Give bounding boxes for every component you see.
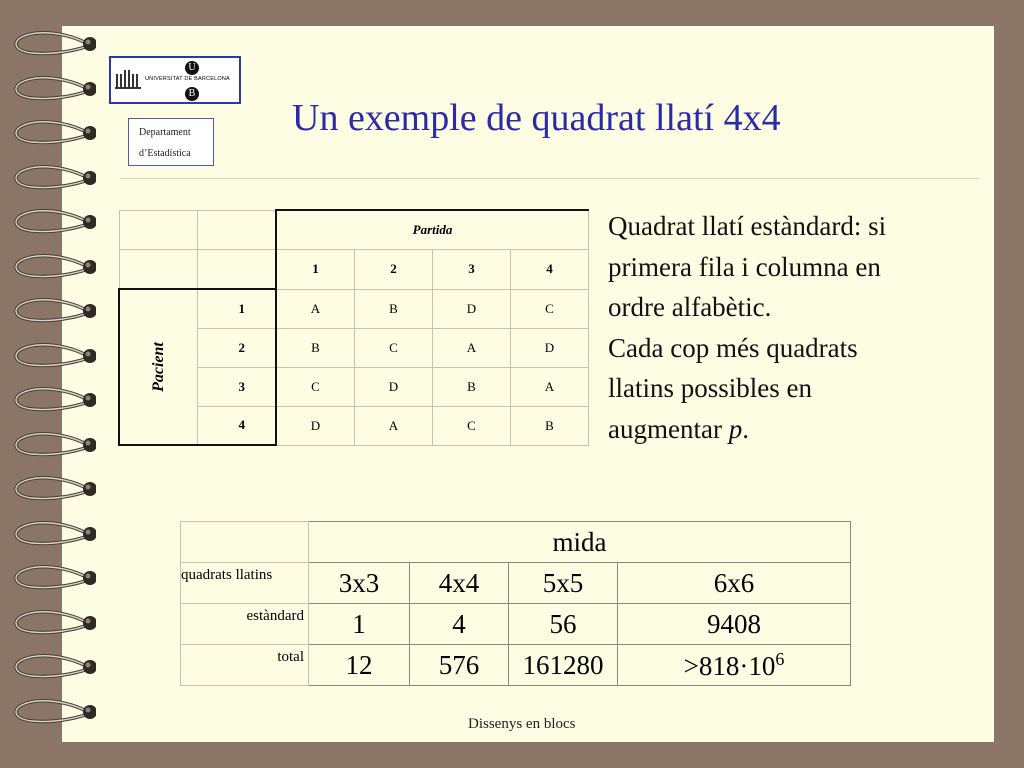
total-count: >818·10: [683, 650, 776, 681]
binding-ring-icon: [8, 209, 96, 235]
row-group-label: Pacient: [149, 342, 167, 392]
row-header: 1: [198, 289, 277, 328]
binding-ring-icon: [8, 298, 96, 324]
table-cell: D: [355, 367, 433, 406]
logo-letter-b: B: [185, 87, 199, 101]
size-cell: 6x6: [618, 563, 851, 604]
latin-square-table: [118, 209, 589, 446]
table-cell: A: [433, 328, 511, 367]
empty-cell: [181, 522, 309, 563]
description-line: primera fila i columna en: [608, 251, 881, 282]
description-line: ordre alfabètic.: [608, 292, 772, 322]
variable-p: p: [728, 413, 743, 444]
column-header: 2: [355, 250, 433, 290]
column-group-header: Partida: [276, 210, 589, 250]
description-line: Quadrat llatí estàndard: si: [608, 211, 887, 241]
table-cell: D: [511, 328, 589, 367]
binding-ring-icon: [8, 343, 96, 369]
table-cell: B: [276, 328, 355, 367]
row-header: 3: [198, 367, 277, 406]
description-line: llatins possibles en: [608, 373, 812, 403]
building-icon: [115, 68, 141, 90]
standard-count: 9408: [618, 604, 851, 645]
table-cell: A: [276, 289, 355, 328]
total-count-cell: [618, 645, 851, 686]
row-label: estàndard: [181, 604, 309, 645]
description-line: Cada cop més quadrats: [608, 332, 858, 363]
latin-square-count-table: [180, 521, 851, 686]
size-header: mida: [309, 522, 851, 563]
standard-count: 4: [410, 604, 509, 645]
column-header: 1: [276, 250, 355, 290]
row-group-header: [119, 289, 198, 445]
binding-ring-icon: [8, 165, 96, 191]
total-count: 161280: [509, 645, 618, 686]
table-cell: A: [355, 406, 433, 445]
binding-ring-icon: [8, 699, 96, 725]
slide-title: Un exemple de quadrat llatí 4x4: [292, 97, 781, 139]
empty-cell: [119, 250, 198, 290]
empty-cell: [198, 250, 277, 290]
department-line2: d’Estadística: [139, 148, 191, 159]
column-header: 4: [511, 250, 589, 290]
table-cell: C: [433, 406, 511, 445]
binding-ring-icon: [8, 432, 96, 458]
empty-cell: [198, 210, 277, 250]
binding-ring-icon: [8, 565, 96, 591]
size-cell: 3x3: [309, 563, 410, 604]
table-cell: D: [433, 289, 511, 328]
table-cell: A: [511, 367, 589, 406]
binding-ring-icon: [8, 654, 96, 680]
size-cell: 4x4: [410, 563, 509, 604]
table-cell: C: [355, 328, 433, 367]
binding-ring-icon: [8, 76, 96, 102]
university-name: UNIVERSITAT DE BARCELONA: [145, 76, 230, 82]
title-divider: [120, 178, 980, 179]
description-line: [608, 409, 978, 450]
standard-count: 1: [309, 604, 410, 645]
row-label: quadrats llatins: [181, 563, 309, 604]
table-cell: B: [433, 367, 511, 406]
standard-count: 56: [509, 604, 618, 645]
total-count: 576: [410, 645, 509, 686]
empty-cell: [119, 210, 198, 250]
description-period: .: [742, 413, 749, 444]
row-header: 4: [198, 406, 277, 445]
table-cell: B: [511, 406, 589, 445]
department-box: [128, 118, 214, 166]
binding-ring-icon: [8, 31, 96, 57]
table-cell: C: [276, 367, 355, 406]
size-cell: 5x5: [509, 563, 618, 604]
binding-ring-icon: [8, 387, 96, 413]
binding-ring-icon: [8, 610, 96, 636]
binding-ring-icon: [8, 521, 96, 547]
footer-text: Dissenys en blocs: [468, 716, 576, 732]
university-logo: [109, 56, 241, 104]
row-header: 2: [198, 328, 277, 367]
table-cell: B: [355, 289, 433, 328]
table-cell: D: [276, 406, 355, 445]
table-cell: C: [511, 289, 589, 328]
binding-ring-icon: [8, 254, 96, 280]
description-text-segment: augmentar: [608, 413, 729, 444]
binding-ring-icon: [8, 476, 96, 502]
department-line1: Departament: [139, 127, 191, 138]
exponent: 6: [775, 648, 785, 669]
row-label: total: [181, 645, 309, 686]
binding-ring-icon: [8, 120, 96, 146]
description-text: [608, 206, 978, 449]
logo-letter-u: U: [185, 61, 199, 75]
total-count: 12: [309, 645, 410, 686]
column-header: 3: [433, 250, 511, 290]
